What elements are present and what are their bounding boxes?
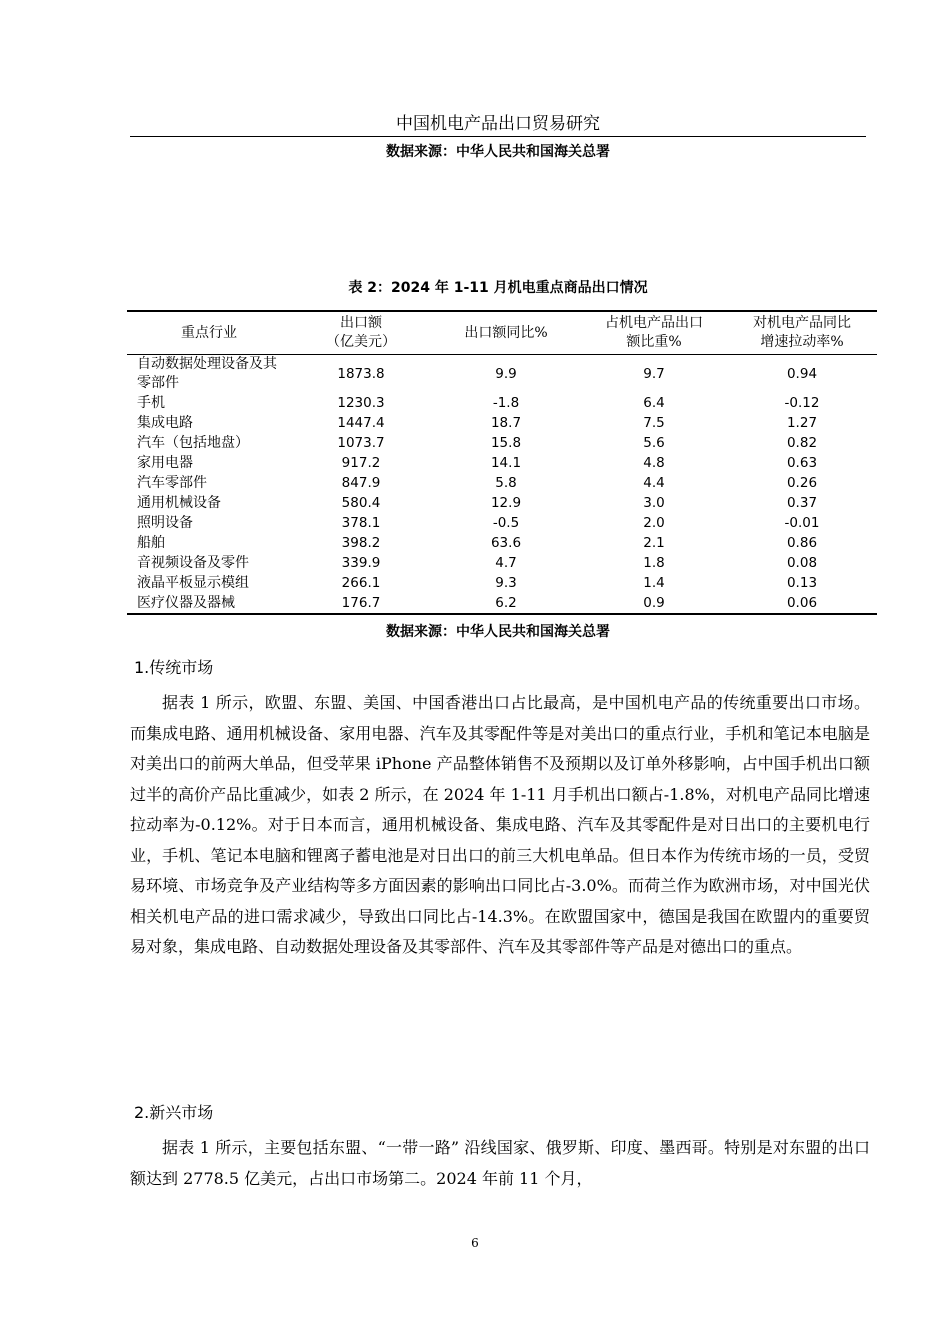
industry-name: 医疗仪器及器械 [137,594,235,611]
running-header-title: 中国机电产品出口贸易研究 [396,114,600,134]
pull-value: 0.06 [786,594,818,611]
table-row [127,453,877,473]
table-row [127,593,877,614]
yoy-value: 9.9 [495,365,517,382]
paragraph-traditional [130,688,870,963]
section-heading-traditional: 1.传统市场 [134,658,214,677]
table-row [127,553,877,573]
yoy-value: 18.7 [490,414,522,431]
industry-name: 照明设备 [137,514,193,531]
header-rule [130,136,866,137]
section-heading-emerging: 2.新兴市场 [134,1103,214,1122]
paragraph-text: 据表 1 所示，欧盟、东盟、美国、中国香港出口占比最高，是中国机电产品的传统重要出口市场。而集成电路、通用机械设备、家用电器、汽车及其零配件等是对美出口的重点行业，手机和笔记本电脑是对美出口的前两大单品，但受苹果 iPhone 产品整体销售不及预期以及订单外移影响，占中国手机出口额过半的高价产品比重减少，如表 2 所示，在 2024 年 1-11 月手机出口额占-1.8%，对机电产品同比增速拉动率为-0.12%。对于日本而言，通用机械设备、集成电路、汽车及其零配件是对日出口的主要机电行业，手机、笔记本电脑和锂离子蓄电池是对日出口的前三大机电单品。但日本作为传统市场的一员，受贸易环境、市场竞争及产业结构等多方面因素的影响出口同比占-3.0%。而荷兰作为欧洲市场，对中国光伏相关机电产品的进口需求减少，导致出口同比占-14.3%。在欧盟国家中，德国是我国在欧盟内的重要贸易对象，集成电路、自动数据处理设备及其零部件、汽车及其零部件等产品是对德出口的重点。 [130,693,870,956]
industry-name: 音视频设备及零件 [137,554,249,571]
share-value: 7.5 [643,414,665,431]
share-value: 0.9 [643,594,665,611]
yoy-value: 6.2 [495,594,517,611]
yoy-value: 5.8 [495,474,517,491]
industry-name: 船舶 [137,534,165,551]
pull-value: 0.13 [786,574,818,591]
share-value: 1.4 [643,574,665,591]
yoy-value: 15.8 [490,434,522,451]
yoy-value: 14.1 [490,454,522,471]
table-header-row [127,311,877,355]
share-value: 6.4 [643,394,665,411]
export-value: 1873.8 [337,365,385,382]
industry-name: 汽车零部件 [137,474,207,491]
pull-value: 0.82 [786,434,818,451]
pull-value: 0.26 [786,474,818,491]
share-value: 5.6 [643,434,665,451]
export-value: 398.2 [341,534,381,551]
col-header-pull: 对机电产品同比 增速拉动率% [753,315,851,350]
pull-value: 0.08 [786,554,818,571]
table-row [127,573,877,593]
pull-value: 0.63 [786,454,818,471]
paragraph-emerging [130,1133,870,1194]
export-value: 1230.3 [337,394,385,411]
pull-value: 1.27 [786,414,818,431]
pull-value: 0.86 [786,534,818,551]
col-header-industry: 重点行业 [181,324,237,341]
col-header-yoy: 出口额同比% [464,324,548,341]
col-header-export: 出口额 （亿美元） [326,315,396,350]
yoy-value: 12.9 [490,494,522,511]
share-value: 4.4 [643,474,665,491]
top-data-source: 数据来源：中华人民共和国海关总署 [386,144,610,160]
export-value: 378.1 [341,514,381,531]
paragraph-text: 据表 1 所示，主要包括东盟、“一带一路” 沿线国家、俄罗斯、印度、墨西哥。特别是对东盟的出口额达到 2778.5 亿美元，占出口市场第二。2024 年前 11 个月， [130,1138,870,1188]
industry-name: 液晶平板显示模组 [137,574,249,591]
table-row [127,433,877,453]
yoy-value: 4.7 [495,554,517,571]
share-value: 2.1 [643,534,665,551]
export-value: 847.9 [341,474,381,491]
yoy-value: 9.3 [495,574,517,591]
export-value: 1447.4 [337,414,385,431]
table-caption: 表 2：2024 年 1-11 月机电重点商品出口情况 [348,280,648,296]
export-table [127,310,877,615]
export-value: 176.7 [341,594,381,611]
pull-value: 0.37 [786,494,818,511]
share-value: 4.8 [643,454,665,471]
industry-name: 集成电路 [137,414,193,431]
table-row [127,355,877,394]
yoy-value: -1.8 [492,394,520,411]
table-row [127,413,877,433]
yoy-value: 63.6 [490,534,522,551]
pull-value: 0.94 [786,365,818,382]
industry-name: 自动数据处理设备及其零部件 [137,356,277,391]
share-value: 1.8 [643,554,665,571]
export-value: 266.1 [341,574,381,591]
table-row [127,513,877,533]
yoy-value: -0.5 [492,514,520,531]
export-value: 1073.7 [337,434,385,451]
table-row [127,473,877,493]
page-number: 6 [471,1236,479,1250]
industry-name: 手机 [137,394,165,411]
share-value: 9.7 [643,365,665,382]
export-value: 917.2 [341,454,381,471]
export-value: 339.9 [341,554,381,571]
export-value: 580.4 [341,494,381,511]
pull-value: -0.01 [784,514,820,531]
share-value: 3.0 [643,494,665,511]
col-header-share: 占机电产品出口 额比重% [605,315,703,350]
industry-name: 通用机械设备 [137,494,221,511]
table-data-source: 数据来源：中华人民共和国海关总署 [386,624,610,640]
table-row [127,493,877,513]
share-value: 2.0 [643,514,665,531]
industry-name: 汽车（包括地盘） [137,434,249,451]
table-row [127,533,877,553]
industry-name: 家用电器 [137,454,193,471]
pull-value: -0.12 [784,394,820,411]
table-row [127,393,877,413]
